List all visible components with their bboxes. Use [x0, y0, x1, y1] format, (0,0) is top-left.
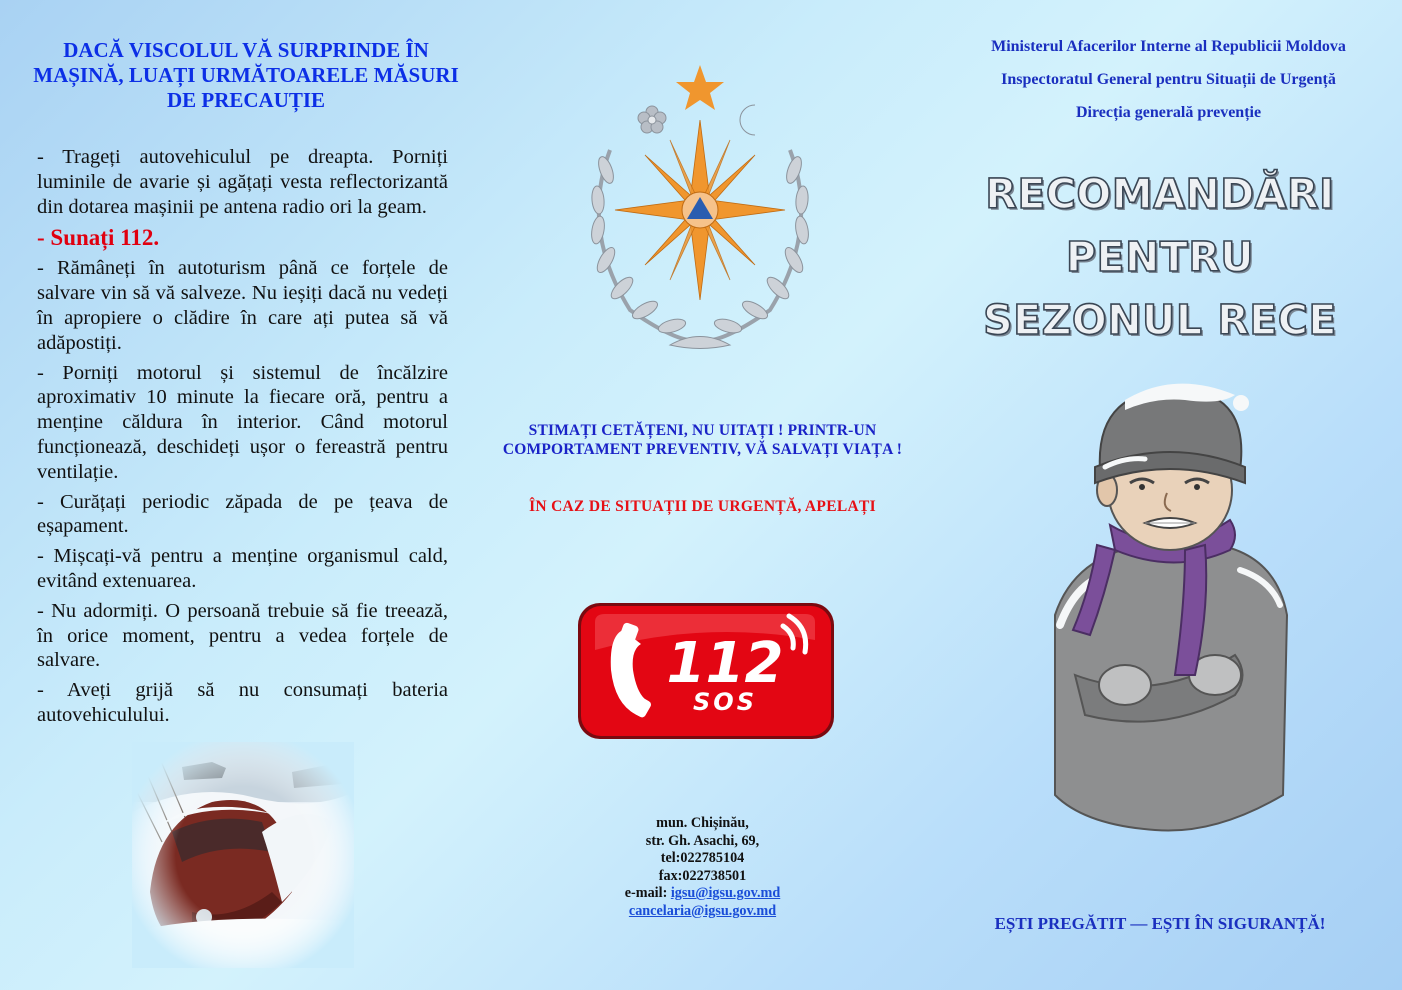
sos-label: SOS	[693, 688, 757, 716]
emergency-call-text: ÎN CAZ DE SITUAȚII DE URGENȚĂ, APELAȚI	[529, 498, 876, 515]
sos-112-badge	[575, 600, 837, 742]
contact-city: mun. Chișinău,	[656, 815, 749, 831]
contact-tel: tel:022785104	[660, 850, 745, 866]
email-label: e-mail:	[624, 885, 668, 901]
sos-number: 112	[666, 631, 784, 696]
emblem-flower-icon	[638, 106, 666, 133]
contact-block	[550, 815, 855, 920]
paragraph-pull-over: - Trageți autovehiculul pe dreapta. Porniți luminile de avarie și agățați vesta reflectorizantă din dotarea mașinii pe antena radio ori la geam.	[37, 146, 448, 218]
appeal-text: STIMAȚI CETĂȚENI, NU UITAȚI ! PRINTR-UN COMPORTAMENT PREVENTIV, VĂ SALVAȚI VIAȚA !	[502, 422, 903, 458]
contact-fax: fax:022738501	[658, 867, 747, 884]
left-heading: DACĂ VISCOLUL VĂ SURPRINDE ÎN MAȘINĂ, LUAȚI URMĂTOARELE MĂSURI DE PRECAUȚIE	[33, 38, 459, 112]
title-line-3: SEZONUL RECE	[983, 296, 1337, 344]
igsu-emblem	[570, 60, 840, 360]
paragraph-clear-exhaust: - Curățați periodic zăpada de pe țeava de eșapament.	[37, 490, 448, 538]
snowy-car-photo	[132, 742, 354, 968]
title-line-1: RECOMANDĂRI	[985, 170, 1335, 218]
paragraph-run-engine: - Porniți motorul și sistemul de încălzire aproximativ 10 minute la fiecare oră, pentru a menține căldura în interior. Când motorul funcționează, deschideți ușor o fereastră pentru ventilație.	[37, 361, 448, 483]
email-link-igsu[interactable]: igsu@igsu.gov.md	[670, 885, 781, 901]
emblem-crescent-icon	[740, 105, 755, 135]
ministry-name: Ministerul Afacerilor Interne al Republicii Moldova	[991, 38, 1346, 55]
paragraph-stay-in-car: - Rămâneți în autoturism până ce forțele de salvare vin să vă salveze. Nu ieșiți dacă nu vedeți în apropiere o clădire în care ați putea să vă adăpostiți.	[37, 257, 448, 354]
left-body	[37, 145, 448, 733]
left-panel	[0, 0, 470, 990]
middle-panel	[470, 0, 935, 990]
title-line-2: PENTRU	[1065, 233, 1255, 281]
directorate-name: Direcția generală prevenție	[1075, 104, 1262, 121]
email-link-cancelaria[interactable]: cancelaria@igsu.gov.md	[628, 902, 777, 919]
cold-man-illustration	[1035, 375, 1300, 835]
inspectorate-name: Inspectoratul General pentru Situații de Urgență	[1001, 71, 1336, 88]
slogan: EȘTI PREGĂTIT — EȘTI ÎN SIGURANȚĂ!	[994, 914, 1326, 933]
paragraph-battery: - Aveți grijă să nu consumați bateria autovehiculului.	[37, 679, 448, 726]
paragraph-keep-moving: - Mișcați-vă pentru a menține organismul cald, evitând extenuarea.	[37, 545, 448, 592]
contact-street: str. Gh. Asachi, 69,	[645, 832, 760, 849]
paragraph-call-112: - Sunați 112.	[37, 225, 160, 251]
contact-email-line	[550, 885, 855, 903]
emblem-star-icon	[676, 65, 724, 110]
right-panel	[935, 0, 1402, 990]
paragraph-stay-awake: - Nu adormiți. O persoană trebuie să fie treează, în orice moment, pentru a vedea forțele de salvare.	[37, 599, 448, 672]
